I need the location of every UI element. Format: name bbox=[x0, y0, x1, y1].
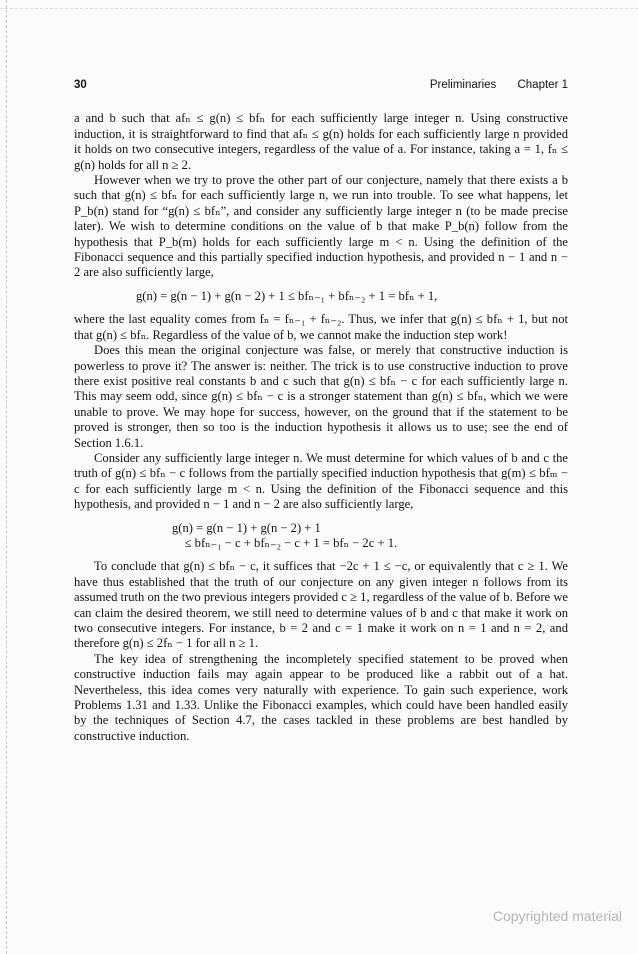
paragraph-4: Does this mean the original conjecture was false, or merely that constructive induction is powerless to prove it? The answer is: neither. The trick is to use constructive induction to prove there exist positive real constants b and c such that g(n) ≤ bfₙ − c for each sufficiently large n. This may seem odd, since g(n) ≤ bfₙ − c is a stronger statement than g(n) ≤ bfₙ, which we were unable to prove. We may hope for success, however, on the ground that if the statement to be proved is stronger, then so too is the induction hypothesis it allows us to use; see the end of Section 1.6.1. bbox=[74, 343, 568, 450]
paragraph-7: The key idea of strengthening the incompletely specified statement to be proved when constructive induction fails may again appear to be produced like a rabbit out of a hat. Nevertheless, this idea comes very naturally with experience. To gain such experience, work Problems 1.31 and 1.33. Unlike the Fibonacci examples, which could have been handled easily by the techniques of Section 4.7, the cases tackled in these problems are best handled by constructive induction. bbox=[74, 651, 568, 743]
equation-2-line-1: g(n) = g(n − 1) + g(n − 2) + 1 bbox=[172, 520, 321, 535]
running-head-right bbox=[430, 78, 568, 93]
paragraph-5: Consider any sufficiently large integer n. We must determine for which values of b and c the truth of g(n) ≤ bfₙ − c follows from the partially specified induction hypothesis that g(m) ≤ bfₘ − c for each sufficiently large m < n. Using the definition of the Fibonacci sequence and this hypothesis, and provided n − 1 and n − 2 are also sufficiently large, bbox=[74, 450, 568, 512]
equation-2-line-2: ≤ bfₙ₋₁ − c + bfₙ₋₂ − c + 1 = bfₙ − 2c + 1. bbox=[172, 535, 398, 550]
section-title: Preliminaries bbox=[429, 79, 497, 91]
page-content bbox=[74, 78, 568, 744]
copyright-watermark: Copyrighted material bbox=[492, 908, 622, 924]
paragraph-1: a and b such that afₙ ≤ g(n) ≤ bfₙ for each sufficiently large integer n. Using constructive induction, it is straightforward to find that afₙ ≤ g(n) holds for each sufficiently large n provided it holds on two consecutive integers, regardless of the value of a. For instance, taking a = 1, fₙ ≤ g(n) holds for all n ≥ 2. bbox=[74, 111, 568, 172]
paragraph-6: To conclude that g(n) ≤ bfₙ − c, it suffices that −2c + 1 ≤ −c, or equivalently that c ≥ 1. We have thus established that the truth of our conjecture on any given integer n follows from its assumed truth on the two previous integers provided c ≥ 1, regardless of the value of b. Before we can claim the desired theorem, we still need to determine values of b and c that make it work on two consecutive integers. For instance, b = 2 and c = 1 make it work on n = 1 and n = 2, and therefore g(n) ≤ 2fₙ − 1 for all n ≥ 1. bbox=[74, 559, 568, 651]
paragraph-2: However when we try to prove the other part of our conjecture, namely that there exists a b such that g(n) ≤ bfₙ for each sufficiently large n, we run into trouble. To see what happens, let P_b(n) stand for “g(n) ≤ bfₙ”, and consider any sufficiently large integer n (to be made precise later). We wish to determine conditions on the value of b that make P_b(n) follow from the hypothesis that P_b(m) holds for each sufficiently large m < n. Using the definition of the Fibonacci sequence and this partially specified induction hypothesis, and provided n − 1 and n − 2 are also sufficiently large, bbox=[74, 173, 568, 280]
top-margin-line bbox=[0, 8, 638, 9]
paragraph-3: where the last equality comes from fₙ = fₙ₋₁ + fₙ₋₂. Thus, we infer that g(n) ≤ bfₙ + 1, but not that g(n) ≤ bfₙ. Regardless of the value of b, we cannot make the induction step work! bbox=[74, 312, 568, 342]
chapter-label: Chapter 1 bbox=[517, 79, 568, 91]
left-margin-line bbox=[6, 0, 7, 954]
equation-2 bbox=[74, 521, 568, 552]
page-number: 30 bbox=[74, 79, 87, 91]
running-head bbox=[74, 78, 568, 93]
equation-1: g(n) = g(n − 1) + g(n − 2) + 1 ≤ bfₙ₋₁ + bfₙ₋₂ + 1 = bfₙ + 1, bbox=[136, 288, 438, 303]
